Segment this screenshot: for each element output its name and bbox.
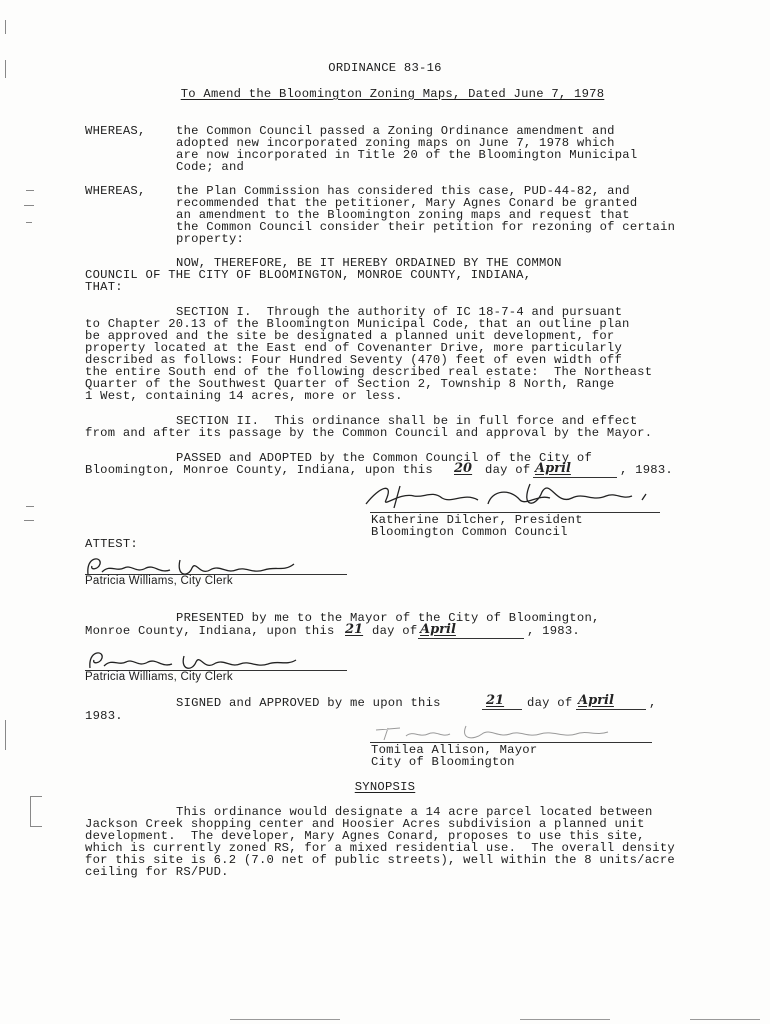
ordained-clause-line: COUNCIL OF THE CITY OF BLOOMINGTON, MONROE COUNTY, INDIANA, [85,268,532,282]
day-of-label: day of [527,696,573,710]
presented-line: Monroe County, Indiana, upon this [85,624,335,638]
whereas-text-line: the Common Council consider their petition for rezoning of certain [176,220,676,234]
passed-month: April [535,461,571,476]
signed-day: 21 [486,693,505,708]
president-signature [360,478,660,514]
mayor-title: City of Bloomington [371,755,515,769]
synopsis-line: Jackson Creek shopping center and Hoosier Acres subdivision a planned unit [85,817,645,831]
whereas-text-line: the Common Council passed a Zoning Ordinance amendment and [176,124,615,138]
attest-name: Patricia Williams, City Clerk [85,575,233,587]
scan-mark [690,1019,760,1020]
scan-mark [30,826,42,827]
scan-mark [30,796,31,826]
section-1-line: property located at the East end of Covenanter Drive, more particularly [85,341,623,355]
presented-year: , 1983. [527,624,580,638]
section-1-line: Quarter of the Southwest Quarter of Section 2, Township 8 North, Range [85,377,615,391]
president-name: Katherine Dilcher, President [371,513,583,527]
scan-mark [5,720,6,750]
synopsis-line: for this site is 6.2 (7.0 net of public streets), well within the 8 units/acre [85,853,675,867]
scan-mark [24,520,34,521]
day-of-label: day of [485,463,531,477]
whereas-text-line: property: [176,232,245,246]
scan-mark [26,506,34,507]
synopsis-heading: SYNOPSIS [354,780,416,794]
whereas-text-line: recommended that the petitioner, Mary Agnes Conard be granted [176,196,638,210]
section-1-line: described as follows: Four Hundred Seventy (470) feet of even width off [85,353,623,367]
ordinance-number: ORDINANCE 83-16 [328,61,442,75]
day-of-label: day of [372,624,418,638]
passed-year: , 1983. [620,463,673,477]
section-1-line: the entire South end of the following described real estate: The Northeast [85,365,653,379]
passed-adopted-line: PASSED and ADOPTED by the Common Council of the City of [176,451,593,465]
presented-line: PRESENTED by me to the Mayor of the City of Bloomington, [176,611,600,625]
scan-mark [24,205,34,206]
presented-month: April [420,622,456,637]
ordinance-subtitle: To Amend the Bloomington Zoning Maps, Dated June 7, 1978 [180,87,605,101]
ordained-clause-line: THAT: [85,280,123,294]
whereas-label: WHEREAS, [85,184,146,198]
clerk-name: Patricia Williams, City Clerk [85,671,233,683]
scan-mark [26,222,32,223]
scan-mark [30,796,42,797]
whereas-text-line: the Plan Commission has considered this case, PUD-44-82, and [176,184,630,198]
passed-adopted-line: Bloomington, Monroe County, Indiana, upon this [85,463,433,477]
section-1-line: be approved and the site be designated a planned unit development, for [85,329,615,343]
scan-mark [5,20,6,34]
ordained-clause-line: NOW, THEREFORE, BE IT HEREBY ORDAINED BY THE COMMON [176,256,562,270]
scan-mark [230,1019,340,1020]
month-blank-line [576,709,646,710]
synopsis-line: which is currently zoned RS, for a mixed residential use. The overall density [85,841,675,855]
president-title: Bloomington Common Council [371,525,568,539]
section-1-line: to Chapter 20.13 of the Bloomington Municipal Code, that an outline plan [85,317,630,331]
whereas-text-line: an amendment to the Bloomington zoning maps and request that [176,208,630,222]
scan-mark [520,1019,610,1020]
scan-mark [26,190,34,191]
passed-day: 20 [454,461,473,476]
signed-approved-line: SIGNED and APPROVED by me upon this [176,696,441,710]
whereas-text-line: Code; and [176,160,245,174]
synopsis-line: This ordinance would designate a 14 acre parcel located between [176,805,653,819]
section-2-line: SECTION II. This ordinance shall be in full force and effect [176,414,638,428]
synopsis-line: ceiling for RS/PUD. [85,865,229,879]
whereas-text-line: are now incorporated in Title 20 of the Bloomington Municipal [176,148,638,162]
mayor-name: Tomilea Allison, Mayor [371,743,538,757]
day-blank-line [482,709,522,710]
presented-day: 21 [345,622,364,637]
month-blank-line [418,638,524,639]
mayor-signature [370,720,620,744]
signed-year: 1983. [85,709,123,723]
signed-month: April [578,693,614,708]
signed-comma: , [649,696,657,710]
section-1-line: 1 West, containing 14 acres, more or less. [85,389,403,403]
section-2-line: from and after its passage by the Common Council and approval by the Mayor. [85,426,653,440]
whereas-label: WHEREAS, [85,124,146,138]
synopsis-line: development. The developer, Mary Agnes Conard, proposes to use this site, [85,829,645,843]
section-1-line: SECTION I. Through the authority of IC 18-7-4 and pursuant [176,305,623,319]
attest-label: ATTEST: [85,537,138,551]
whereas-text-line: adopted new incorporated zoning maps on June 7, 1978 which [176,136,615,150]
